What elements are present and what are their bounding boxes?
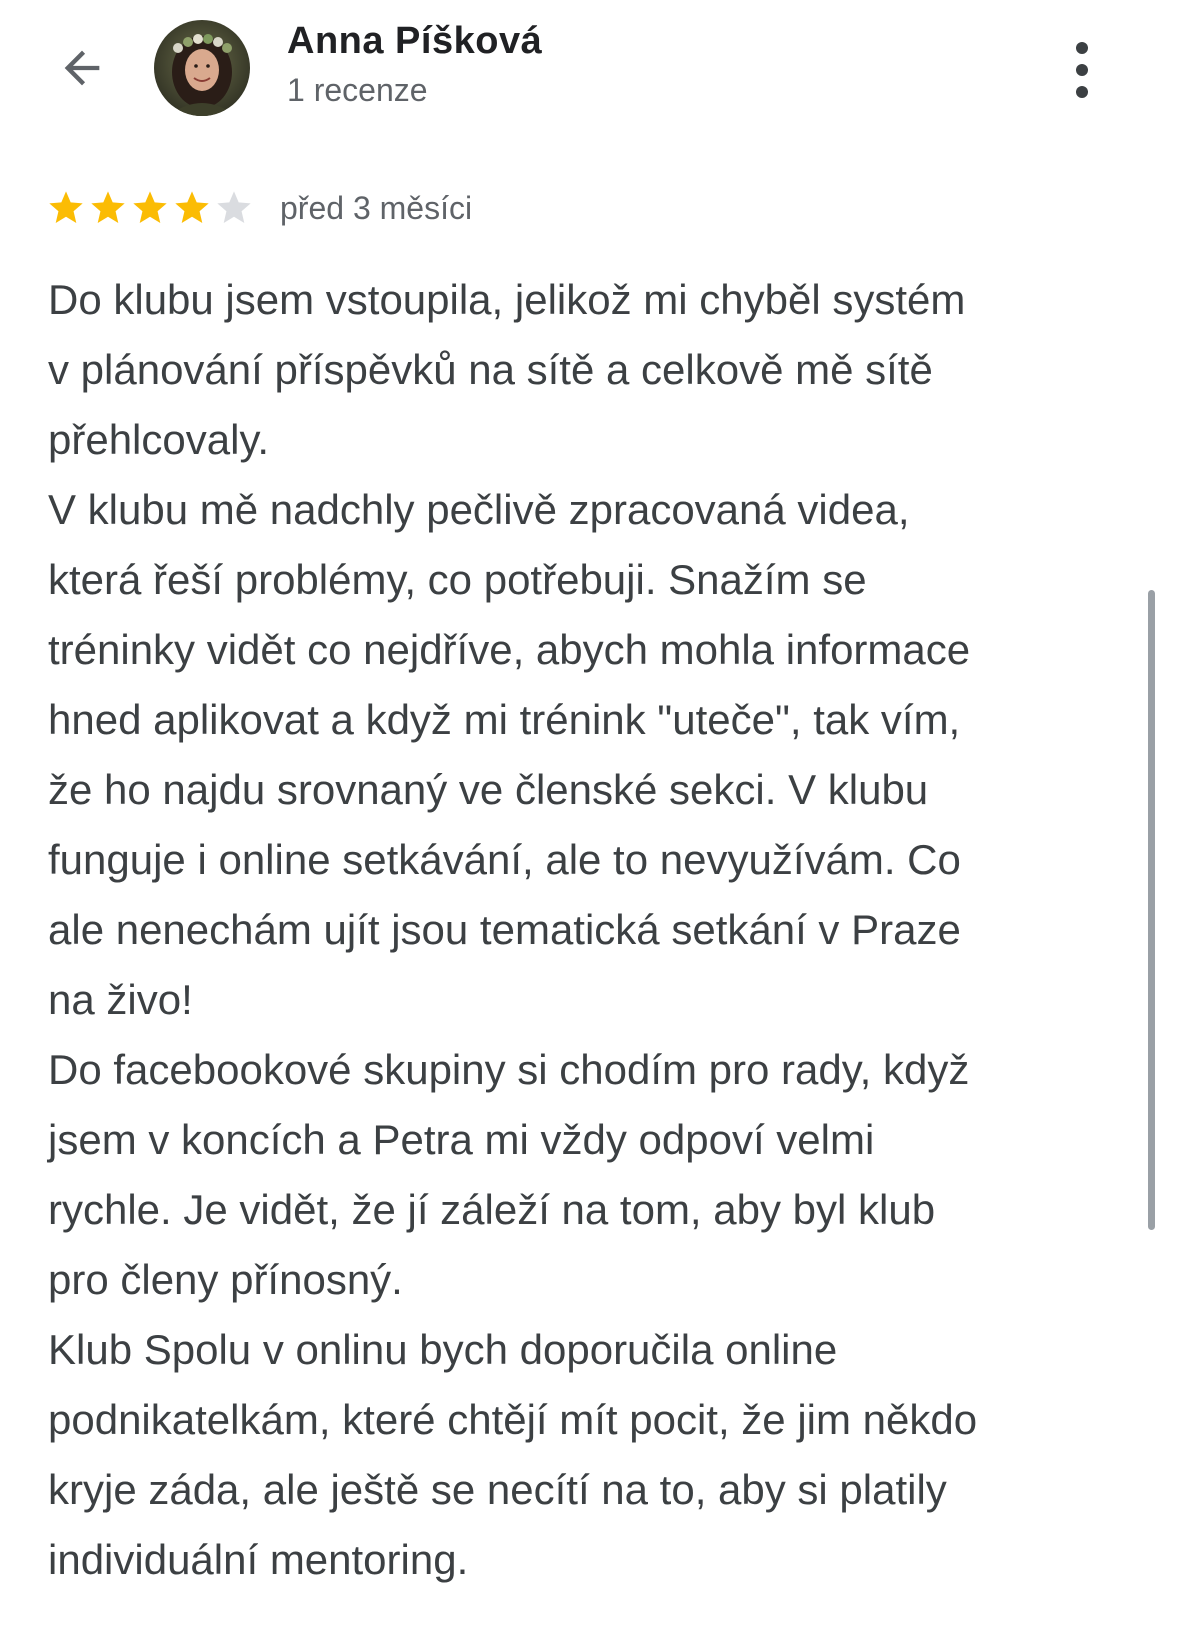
star-empty-icon [214, 188, 254, 228]
more-options-button[interactable] [1060, 38, 1104, 102]
review-date: před 3 měsíci [280, 189, 473, 226]
back-button[interactable] [52, 38, 112, 98]
star-filled-icon [172, 188, 212, 228]
star-filled-icon [130, 188, 170, 228]
user-avatar-icon [154, 20, 250, 116]
star-filled-icon [46, 188, 86, 228]
review-paragraph: Do klubu jsem vstoupila, jelikož mi chyběl systém v plánování příspěvků na sítě a celkově mě sítě přehlcovaly. [48, 276, 966, 463]
star-rating [46, 188, 254, 228]
author-review-count: 1 recenze [287, 72, 428, 108]
review-header [0, 0, 1179, 140]
author-name[interactable]: Anna Píšková [287, 20, 543, 62]
arrow-left-icon [56, 42, 108, 94]
rating-row [46, 186, 472, 230]
avatar[interactable] [154, 20, 250, 116]
scrollbar[interactable] [1148, 590, 1155, 1230]
review-text [48, 265, 1138, 1595]
review-paragraph: V klubu mě nadchly pečlivě zpracovaná videa, která řeší problémy, co potřebuji. Snažím se tréninky vidět co nejdříve, abych mohla informace hned aplikovat a když mi trénink "uteče", tak vím, že ho najdu srovnaný ve členské sekci. V klubu funguje i online setkávání, ale to nevyužívám. Co ale nenechám ujít jsou tematická setkání v Praze na živo! [48, 486, 971, 1023]
more-vert-icon [1070, 38, 1094, 102]
review-paragraph: Do facebookové skupiny si chodím pro rady, když jsem v koncích a Petra mi vždy odpoví velmi rychle. Je vidět, že jí záleží na tom, aby byl klub pro členy přínosný. [48, 1046, 970, 1303]
review-paragraph: Klub Spolu v onlinu bych doporučila online podnikatelkám, které chtějí mít pocit, že jim někdo kryje záda, ale ještě se necítí na to, aby si platily individuální mentoring. [48, 1326, 978, 1583]
star-filled-icon [88, 188, 128, 228]
